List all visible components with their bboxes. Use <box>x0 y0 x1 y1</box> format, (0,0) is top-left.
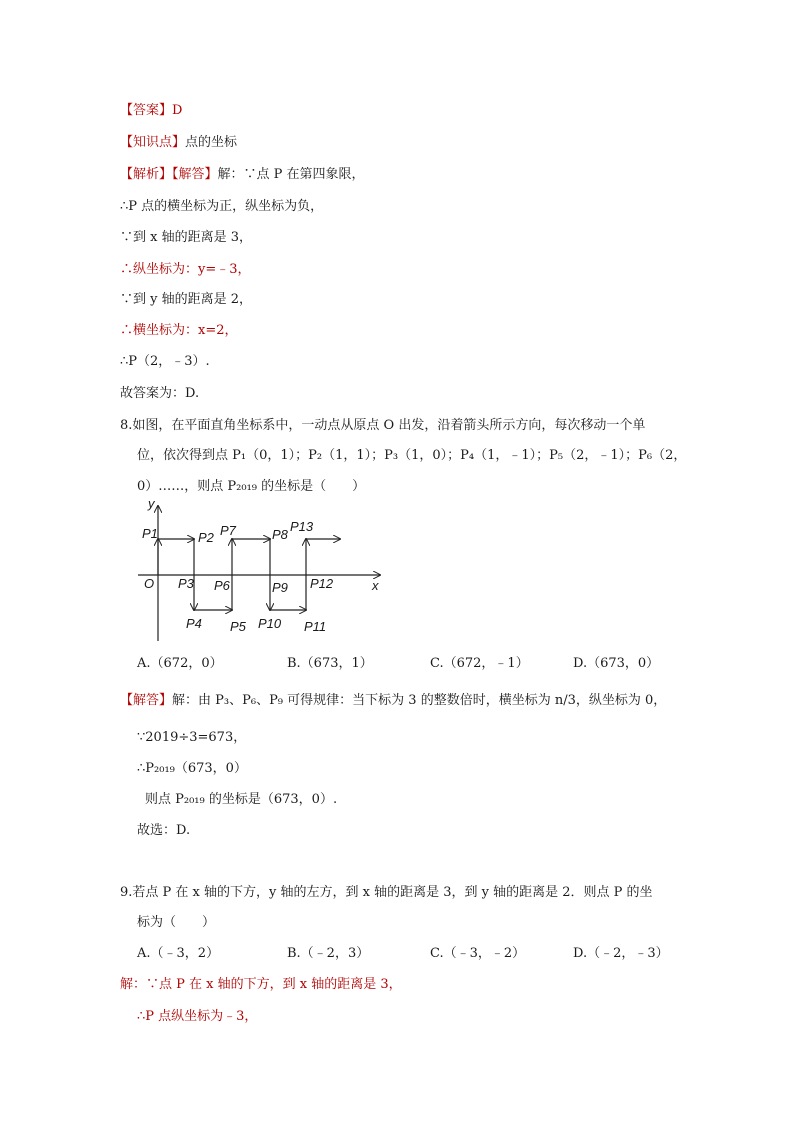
q8-choice-c: C.（672，﹣1） <box>430 656 529 671</box>
q8-choice-a: A.（672，0） <box>137 656 223 671</box>
q8-solution-line-1 <box>120 692 666 710</box>
label-p8: P8 <box>272 527 288 542</box>
q8-solution-line-3: ∴P₂₀₁₉（673，0） <box>137 761 247 776</box>
answer-tag: 【答案】 <box>120 103 173 118</box>
sol7-line-7: ∴P（2，﹣3）. <box>120 354 210 369</box>
q9-stem-1: 9.若点 P 在 x 轴的下方，y 轴的左方，到 x 轴的距离是 3，到 y 轴的距离是 2．则点 P 的坐 <box>120 885 653 900</box>
analysis-text: 解：∵点 P 在第四象限， <box>217 167 365 182</box>
q8-choice-b: B.（673，1） <box>287 656 373 671</box>
answer-value: D <box>172 103 183 118</box>
q9-choice-c: C.（﹣3，﹣2） <box>430 946 526 961</box>
sol7-line-2: ∴P 点的横坐标为正，纵坐标为负， <box>120 199 324 214</box>
q8-choice-d: D.（673，0） <box>573 656 660 671</box>
q8-solution-line-5: 故选：D. <box>137 823 191 838</box>
label-p11: P11 <box>304 619 327 634</box>
sol7-line-5: ∵到 y 轴的距离是 2， <box>120 292 253 307</box>
q9-solution-line-2: ∴P 点纵坐标为﹣3， <box>137 1009 258 1024</box>
q8-solution-line-2: ∵2019÷3=673， <box>137 730 247 745</box>
q9-choice-b: B.（﹣2，3） <box>287 946 370 961</box>
q8-solution-text: 解：由 P₃、P₆、P₉ 可得规律：当下标为 3 的整数倍时，横坐标为 n/3，纵坐标为 0， <box>172 693 667 708</box>
q9-stem-2: 标为（ ） <box>137 915 216 930</box>
knowledge-value: 点的坐标 <box>185 135 238 150</box>
label-p4: P4 <box>186 616 202 631</box>
analysis-line <box>120 166 365 184</box>
label-p1: P1 <box>142 526 158 541</box>
knowledge-line <box>120 134 237 152</box>
q8-stem-1: 8.如图，在平面直角坐标系中，一动点从原点 O 出发，沿着箭头所示方向，每次移动一个单 <box>120 418 646 433</box>
label-p6: P6 <box>214 578 230 593</box>
q8-solution-line-4: 则点 P₂₀₁₉ 的坐标是（673，0）. <box>145 792 338 807</box>
label-p3: P3 <box>178 576 194 591</box>
q9-choice-d: D.（﹣2，﹣3） <box>573 946 669 961</box>
q9-choice-a: A.（﹣3，2） <box>137 946 220 961</box>
knowledge-tag: 【知识点】 <box>120 135 186 150</box>
sol7-line-4: ∴纵坐标为：y=﹣3， <box>120 262 251 277</box>
y-axis-label: y <box>148 498 155 511</box>
label-p5: P5 <box>230 619 246 634</box>
label-p7: P7 <box>220 523 236 538</box>
q8-solution-tag: 【解答】 <box>120 693 173 708</box>
label-p12: P12 <box>310 576 334 591</box>
analysis-tag: 【解析】【解答】 <box>120 167 218 182</box>
sol7-line-8: 故答案为：D. <box>120 386 200 401</box>
label-p2: P2 <box>198 530 214 545</box>
q8-stem-3: 0）……，则点 P₂₀₁₉ 的坐标是（ ） <box>137 479 366 494</box>
x-axis-label: x <box>372 578 379 593</box>
sol7-line-6: ∴横坐标为：x=2， <box>120 323 238 338</box>
q9-solution-line-1: 解：∵点 P 在 x 轴的下方，到 x 轴的距离是 3， <box>120 977 402 992</box>
answer-line <box>120 102 182 120</box>
origin-label: O <box>144 576 155 591</box>
sol7-line-3: ∵到 x 轴的距离是 3， <box>120 230 252 245</box>
label-p10: P10 <box>258 616 282 631</box>
q8-coordinate-figure <box>130 498 390 643</box>
label-p13: P13 <box>290 519 314 534</box>
q8-stem-2: 位，依次得到点 P₁（0，1）；P₂（1，1）；P₃（1，0）；P₄（1，﹣1）；P₅（2，﹣1）；P₆（2， <box>137 448 687 463</box>
label-p9: P9 <box>272 580 288 595</box>
